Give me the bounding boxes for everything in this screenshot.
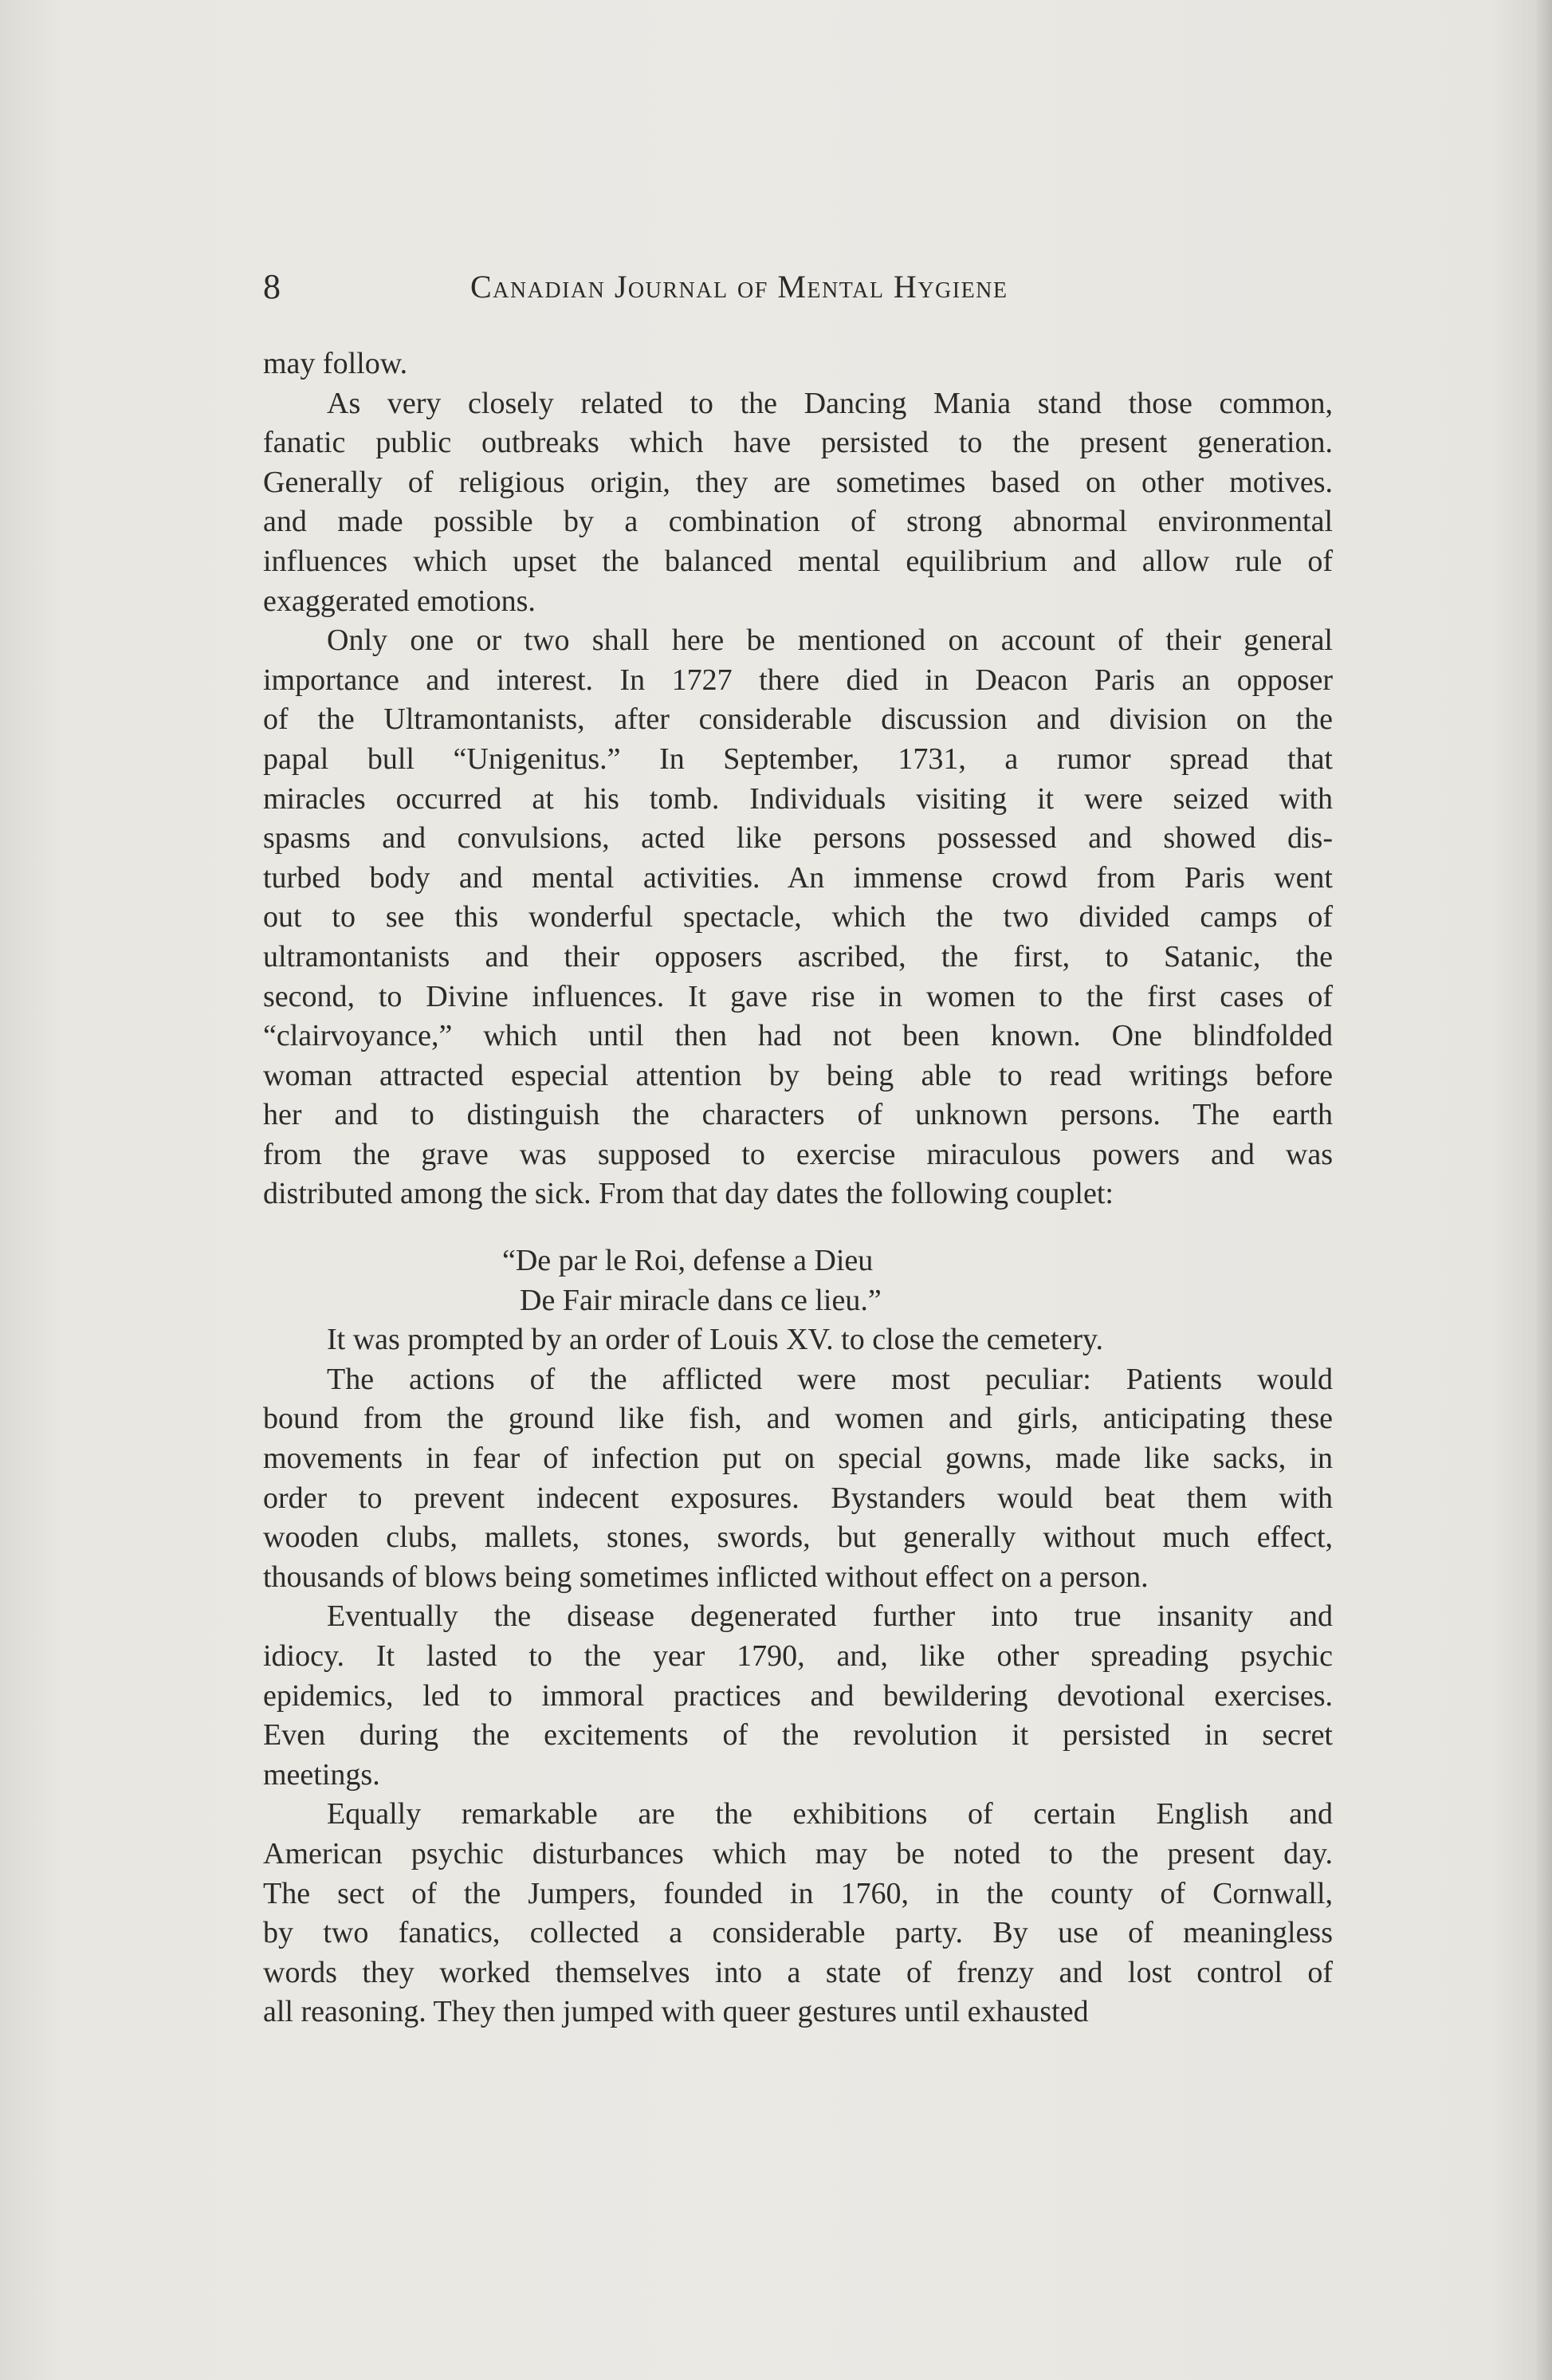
running-title: Canadian Journal of Mental Hygiene [470, 269, 1008, 305]
text-line: out to see this wonderful spectacle, which the two divided camps of [263, 900, 1333, 934]
text-line: spasms and convulsions, acted like persons possessed and showed dis- [263, 821, 1333, 856]
text-line: by two fanatics, collected a considerable party. By use of meaningless [263, 1916, 1333, 1950]
text-line: thousands of blows being sometimes inflicted without effect on a person. [263, 1560, 1149, 1594]
paragraph [263, 344, 1333, 384]
couplet [263, 1241, 1333, 1320]
text-line: from the grave was supposed to exercise miraculous powers and was [263, 1137, 1333, 1171]
paragraph [263, 384, 1333, 622]
paragraph [263, 1795, 1333, 2032]
text-line: Equally remarkable are the exhibitions of certain English and [327, 1797, 1333, 1831]
paragraph [263, 1360, 1333, 1598]
text-line: miracles occurred at his tomb. Individuals visiting it were seized with [263, 781, 1333, 816]
page-number: 8 [263, 267, 281, 306]
text-line: papal bull “Unigenitus.” In September, 1731, a rumor spread that [263, 742, 1333, 776]
paragraph [263, 621, 1333, 1214]
text-line: “clairvoyance,” which until then had not been known. One blindfolded [263, 1019, 1333, 1053]
text-line: turbed body and mental activities. An immense crowd from Paris went [263, 860, 1333, 895]
text-line: movements in fear of infection put on special gowns, made like sacks, in [263, 1442, 1333, 1476]
couplet-line: “De par le Roi, defense a Dieu [502, 1244, 874, 1278]
text-line: influences which upset the balanced mental equilibrium and allow rule of [263, 544, 1333, 578]
page-header [263, 263, 1333, 311]
text-line: American psychic disturbances which may be noted to the present day. [263, 1836, 1333, 1871]
text-line: ultramontanists and their opposers ascribed, the first, to Satanic, the [263, 939, 1333, 974]
text-line: idiocy. It lasted to the year 1790, and, like other spreading psychic [263, 1639, 1333, 1673]
text-line: order to prevent indecent exposures. Bystanders would beat them with [263, 1481, 1333, 1515]
body-text [263, 344, 1333, 2032]
page-gutter-shadow [1534, 0, 1552, 2380]
text-line: wooden clubs, mallets, stones, swords, but generally without much effect, [263, 1520, 1333, 1555]
text-line: and made possible by a combination of strong abnormal environmental [263, 505, 1333, 539]
text-line: woman attracted especial attention by being able to read writings before [263, 1058, 1333, 1092]
couplet-line: De Fair miracle dans ce lieu.” [520, 1283, 882, 1317]
text-line: words they worked themselves into a state of frenzy and lost control of [263, 1955, 1333, 1989]
text-line: epidemics, led to immoral practices and bewildering devotional exercises. [263, 1678, 1333, 1713]
text-line: It was prompted by an order of Louis XV. to close the cemetery. [327, 1323, 1104, 1357]
text-line: The sect of the Jumpers, founded in 1760, in the county of Cornwall, [263, 1876, 1333, 1910]
text-line: may follow. [263, 347, 408, 380]
text-line: bound from the ground like fish, and women and girls, anticipating these [263, 1402, 1333, 1436]
text-line: fanatic public outbreaks which have persisted to the present generation. [263, 426, 1333, 460]
text-line: exaggerated emotions. [263, 584, 536, 618]
text-line: second, to Divine influences. It gave rise in women to the first cases of [263, 979, 1333, 1013]
text-line: Generally of religious origin, they are sometimes based on other motives. [263, 465, 1333, 499]
paragraph [263, 1320, 1333, 1360]
text-line: Only one or two shall here be mentioned on account of their general [327, 624, 1333, 658]
paragraph [263, 1597, 1333, 1795]
text-line: distributed among the sick. From that day dates the following couplet: [263, 1177, 1114, 1211]
text-line: of the Ultramontanists, after considerable discussion and division on the [263, 702, 1333, 737]
text-line: all reasoning. They then jumped with queer gestures until exhausted [263, 1995, 1089, 2029]
text-line: Eventually the disease degenerated further into true insanity and [327, 1599, 1333, 1634]
text-line: her and to distinguish the characters of unknown persons. The earth [263, 1098, 1333, 1132]
text-line: importance and interest. In 1727 there died in Deacon Paris an opposer [263, 663, 1333, 697]
text-line: Even during the excitements of the revolution it persisted in secret [263, 1718, 1333, 1753]
text-line: As very closely related to the Dancing Mania stand those common, [327, 386, 1333, 420]
text-line: meetings. [263, 1757, 380, 1792]
text-line: The actions of the afflicted were most peculiar: Patients would [327, 1362, 1333, 1396]
